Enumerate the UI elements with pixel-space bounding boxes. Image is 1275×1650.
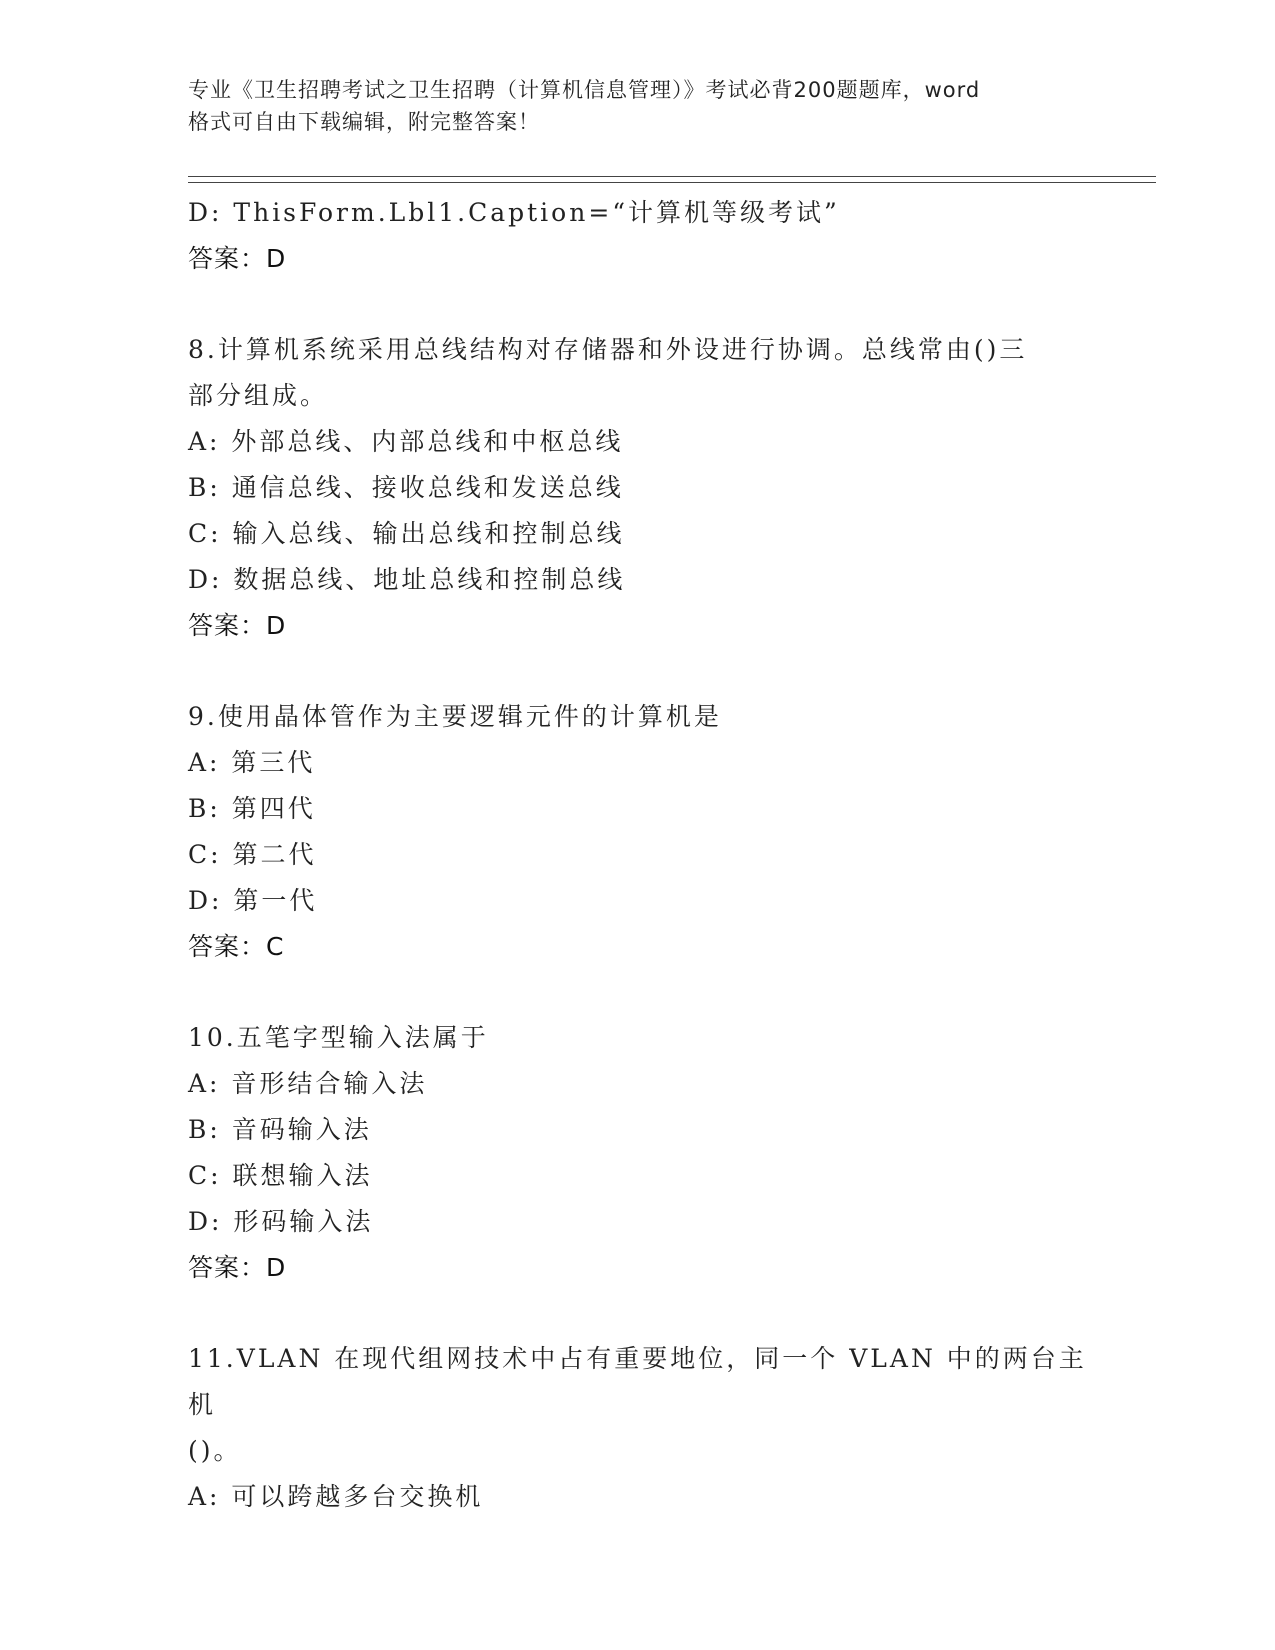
option-c: C: 输入总线、输出总线和控制总线 — [188, 519, 625, 548]
answer: 答案：D — [188, 244, 287, 273]
question-10 — [188, 1015, 1088, 1291]
option-b: B: 音码输入法 — [188, 1115, 372, 1144]
option-d: D: 形码输入法 — [188, 1207, 374, 1236]
header-line-1: 专业《卫生招聘考试之卫生招聘（计算机信息管理）》考试必背200题题库，word — [188, 78, 981, 102]
header-line-2: 格式可自由下载编辑，附完整答案！ — [188, 110, 540, 134]
document-header — [188, 74, 1088, 138]
answer: 答案：C — [188, 932, 285, 961]
answer: 答案：D — [188, 611, 287, 640]
question-content — [188, 190, 1088, 1520]
option-c: C: 联想输入法 — [188, 1161, 373, 1190]
question-stem-continued: 部分组成。 — [188, 381, 329, 410]
header-divider-top — [188, 176, 1156, 177]
option-d: D: ThisForm.Lbl1.Caption=“计算机等级考试” — [188, 198, 840, 227]
option-a: A: 外部总线、内部总线和中枢总线 — [188, 427, 624, 456]
answer: 答案：D — [188, 1253, 287, 1282]
option-a: A: 音形结合输入法 — [188, 1069, 428, 1098]
question-8 — [188, 327, 1088, 649]
question-9 — [188, 694, 1088, 970]
previous-question-tail — [188, 190, 1088, 282]
question-stem: 10.五笔字型输入法属于 — [188, 1023, 489, 1052]
option-a: A: 第三代 — [188, 748, 316, 777]
option-d: D: 第一代 — [188, 886, 318, 915]
option-b: B: 第四代 — [188, 794, 316, 823]
question-stem: 9.使用晶体管作为主要逻辑元件的计算机是 — [188, 702, 722, 731]
option-d: D: 数据总线、地址总线和控制总线 — [188, 565, 626, 594]
question-11 — [188, 1336, 1088, 1520]
option-a: A: 可以跨越多台交换机 — [188, 1482, 484, 1511]
option-c: C: 第二代 — [188, 840, 317, 869]
question-stem-continued: ()。 — [188, 1436, 242, 1465]
question-stem: 8.计算机系统采用总线结构对存储器和外设进行协调。总线常由()三 — [188, 335, 1028, 364]
question-stem: 11.VLAN 在现代组网技术中占有重要地位，同一个 VLAN 中的两台主机 — [188, 1344, 1087, 1419]
option-b: B: 通信总线、接收总线和发送总线 — [188, 473, 624, 502]
header-divider-bottom — [188, 182, 1156, 183]
